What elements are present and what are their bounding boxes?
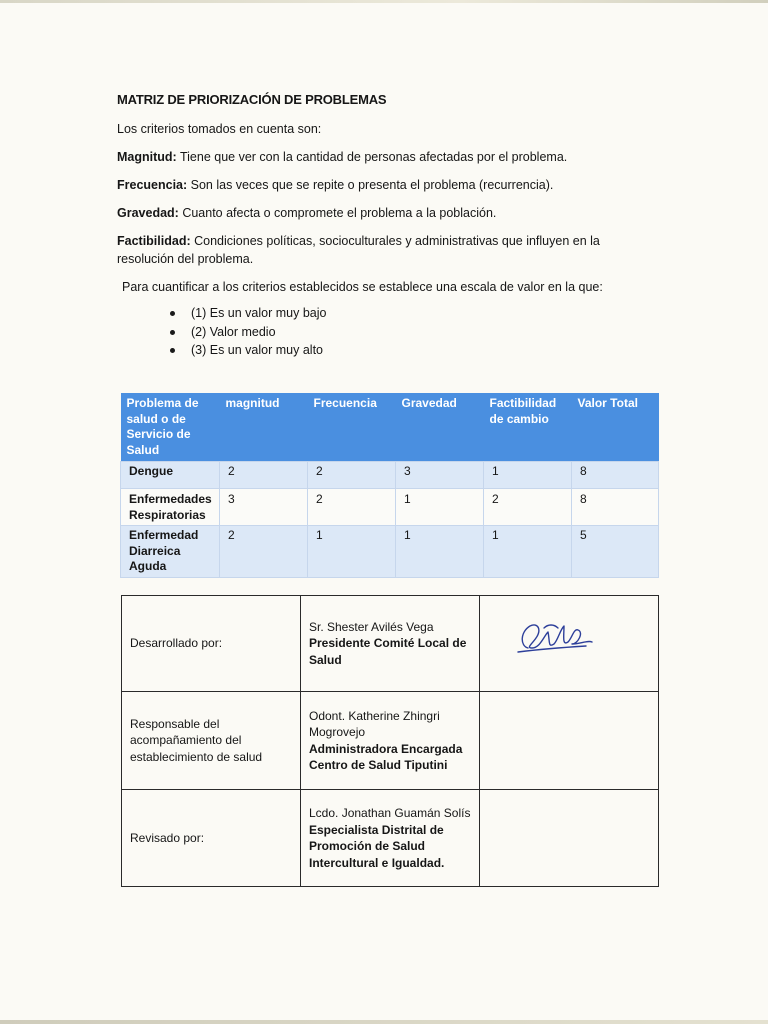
header-magnitud: magnitud xyxy=(220,393,308,462)
signature-label: Revisado por: xyxy=(122,790,301,887)
table-row xyxy=(121,462,659,489)
header-gravedad: Gravedad xyxy=(396,393,484,462)
page-edge xyxy=(0,1020,768,1024)
total-cell: 8 xyxy=(572,489,659,526)
criteria-intro: Los criterios tomados en cuenta son: xyxy=(117,122,322,136)
magnitud-cell: 2 xyxy=(220,462,308,489)
table-header-row xyxy=(121,393,659,462)
signature-label: Desarrollado por: xyxy=(122,596,301,692)
criterion-term: Magnitud: xyxy=(117,150,177,164)
frecuencia-cell: 1 xyxy=(308,526,396,578)
frecuencia-cell: 2 xyxy=(308,462,396,489)
signature-label: Responsable del acompañamiento del establecimiento de salud xyxy=(122,692,301,790)
signer-name: Sr. Shester Avilés Vega xyxy=(309,619,434,634)
signature-table xyxy=(121,595,659,887)
magnitud-cell: 2 xyxy=(220,526,308,578)
criterion-text: Son las veces que se repite o presenta el problema (recurrencia). xyxy=(187,178,554,192)
signer-role: Presidente Comité Local de Salud xyxy=(309,636,467,667)
bullet-icon xyxy=(170,311,175,316)
scale-item-text: (2) Valor medio xyxy=(191,324,276,339)
gravedad-cell: 3 xyxy=(396,462,484,489)
signature-cell-empty xyxy=(480,692,659,790)
document-title: MATRIZ DE PRIORIZACIÓN DE PROBLEMAS xyxy=(117,92,387,107)
total-cell: 8 xyxy=(572,462,659,489)
scale-item-text: (1) Es un valor muy bajo xyxy=(191,306,327,320)
header-frecuencia: Frecuencia xyxy=(308,393,396,462)
scale-list xyxy=(170,304,326,360)
criterion-text: Cuanto afecta o compromete el problema a la población. xyxy=(178,206,497,220)
table-row xyxy=(121,489,659,526)
header-factibilidad: Factibilidad de cambio xyxy=(484,393,572,462)
magnitud-cell: 3 xyxy=(220,489,308,526)
signature-cell xyxy=(480,596,659,692)
table-row xyxy=(121,526,659,578)
list-item xyxy=(170,341,326,360)
problem-cell: Enfermedad Diarreica Aguda xyxy=(121,526,220,578)
signer-info xyxy=(301,790,480,887)
list-item xyxy=(170,304,326,323)
signer-name: Odont. Katherine Zhingri Mogrovejo xyxy=(309,708,440,739)
signer-info xyxy=(301,596,480,692)
header-problema: Problema de salud o de Servicio de Salud xyxy=(121,393,220,462)
list-item xyxy=(170,323,326,342)
handwritten-signature-icon xyxy=(514,618,594,658)
factibilidad-cell: 1 xyxy=(484,462,572,489)
bullet-icon xyxy=(170,330,175,335)
signer-role: Especialista Distrital de Promoción de Salud Intercultural e Igualdad. xyxy=(309,822,445,870)
scale-intro: Para cuantificar a los criterios establecidos se establece una escala de valor en la que: xyxy=(122,280,603,294)
signature-row xyxy=(122,596,659,692)
factibilidad-cell: 2 xyxy=(484,489,572,526)
criterion-factibilidad xyxy=(117,232,637,268)
criterion-magnitud xyxy=(117,148,637,166)
gravedad-cell: 1 xyxy=(396,526,484,578)
problem-cell: Enfermedades Respiratorias xyxy=(121,489,220,526)
signer-name: Lcdo. Jonathan Guamán Solís xyxy=(309,806,471,820)
bullet-icon xyxy=(170,348,175,353)
criterion-term: Gravedad: xyxy=(117,206,179,220)
gravedad-cell: 1 xyxy=(396,489,484,526)
signer-role: Administradora Encargada Centro de Salud Tiputini xyxy=(309,741,463,772)
criterion-frecuencia xyxy=(117,176,637,194)
problem-cell: Dengue xyxy=(121,462,220,489)
criterion-text: Condiciones políticas, socioculturales y administrativas que influyen en la resolución del problema. xyxy=(117,234,600,266)
frecuencia-cell: 2 xyxy=(308,489,396,526)
total-cell: 5 xyxy=(572,526,659,578)
signature-row xyxy=(122,692,659,790)
signature-cell-empty xyxy=(480,790,659,887)
header-valor-total: Valor Total xyxy=(572,393,659,462)
priority-matrix-table xyxy=(120,393,659,578)
factibilidad-cell: 1 xyxy=(484,526,572,578)
scale-item-text: (3) Es un valor muy alto xyxy=(191,343,323,357)
criterion-term: Frecuencia: xyxy=(117,178,188,192)
criterion-term: Factibilidad: xyxy=(117,234,191,248)
criterion-text: Tiene que ver con la cantidad de personas afectadas por el problema. xyxy=(176,150,568,164)
signer-info xyxy=(301,692,480,790)
signature-row xyxy=(122,790,659,887)
criterion-gravedad xyxy=(117,204,637,222)
